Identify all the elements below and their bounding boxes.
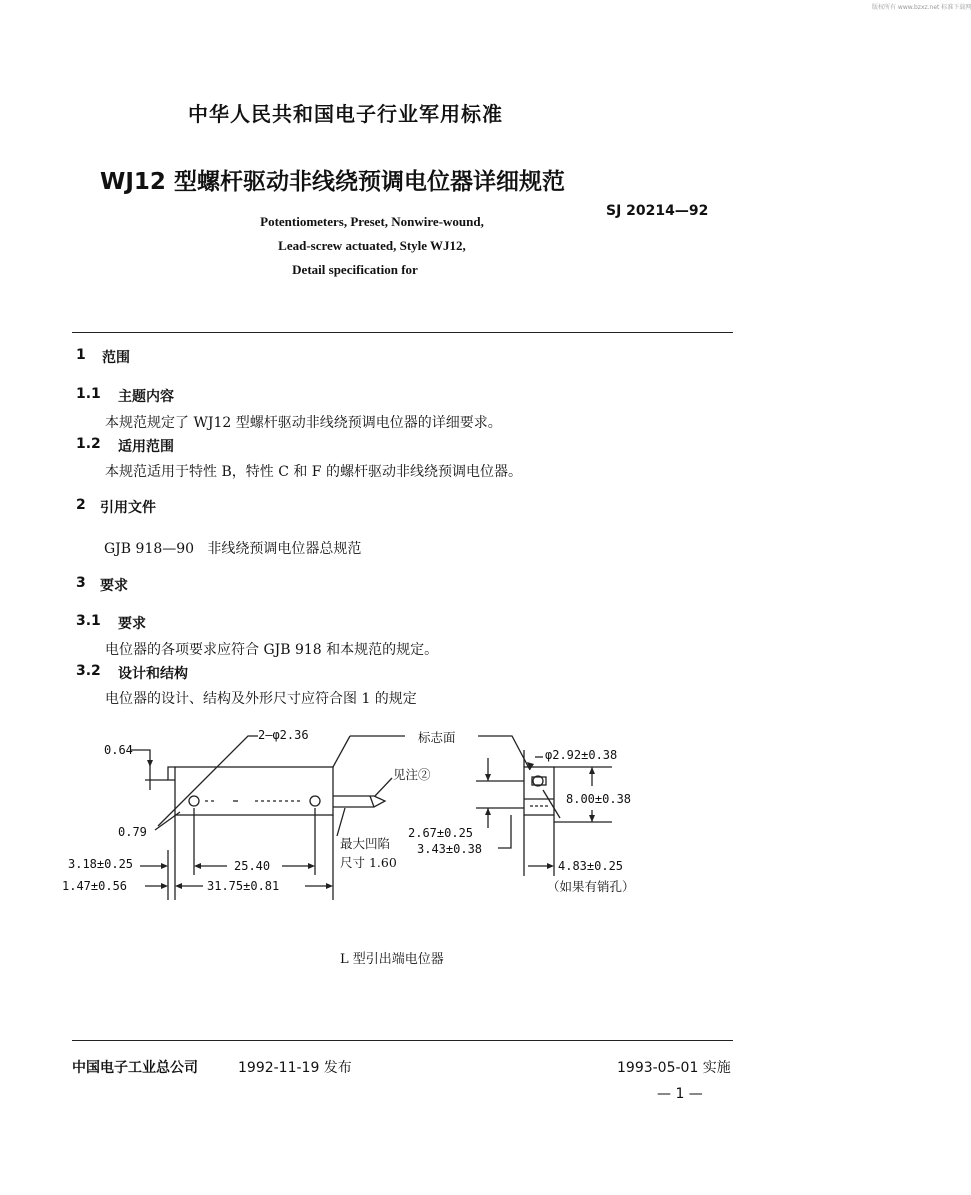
- label-if-pin-hole: （如果有销孔）: [547, 879, 635, 894]
- section-3-number: 3: [76, 575, 86, 591]
- section-3-2-title: 设计和结构: [118, 666, 188, 682]
- section-3-title: 要求: [100, 578, 128, 594]
- dim-25-40: 25.40: [234, 859, 271, 873]
- mounting-hole-left: [189, 796, 199, 806]
- section-1-number: 1: [76, 347, 86, 363]
- dim-3-43: 3.43±0.38: [417, 842, 483, 856]
- english-title-line-3: Detail specification for: [292, 262, 418, 277]
- section-3-2-number: 3.2: [76, 663, 101, 679]
- publisher: 中国电子工业总公司: [72, 1060, 198, 1076]
- english-title-line-2: Lead-screw actuated, Style WJ12,: [278, 238, 466, 253]
- section-1-2-title: 适用范围: [118, 439, 174, 455]
- label-see-note-2: 见注②: [393, 767, 431, 782]
- terminal-tab: [168, 767, 175, 780]
- end-view-outline: [524, 767, 554, 815]
- standard-category-title: 中华人民共和国电子行业军用标准: [188, 102, 503, 126]
- body-outline: [175, 767, 333, 815]
- dim-0-79: 0.79: [118, 825, 147, 839]
- document-title: WJ12 型螺杆驱动非线绕预调电位器详细规范: [100, 169, 565, 195]
- page-number: — 1 —: [657, 1086, 703, 1102]
- english-title-line-1: Potentiometers, Preset, Nonwire-wound,: [260, 214, 484, 229]
- section-1-2-text: 本规范适用于特性 B，特性 C 和 F 的螺杆驱动非线绕预调电位器。: [105, 464, 522, 480]
- section-3-1-text: 电位器的各项要求应符合 GJB 918 和本规范的规定。: [105, 642, 439, 658]
- dim-31-75: 31.75±0.81: [207, 879, 280, 893]
- label-dent-size-1-60: 尺寸 1.60: [340, 855, 397, 870]
- section-2-title: 引用文件: [100, 500, 156, 516]
- issue-date: 1992-11-19 发布: [238, 1060, 352, 1076]
- section-1-1-text: 本规范规定了 WJ12 型螺杆驱动非线绕预调电位器的详细要求。: [105, 415, 502, 431]
- dim-holes-2-phi-2-36: 2—φ2.36: [258, 728, 309, 742]
- section-3-1-title: 要求: [118, 616, 146, 632]
- dim-0-64: 0.64: [104, 743, 133, 757]
- label-max-dent: 最大凹陷: [340, 836, 391, 851]
- section-1-title: 范围: [102, 350, 130, 366]
- section-3-1-number: 3.1: [76, 613, 101, 629]
- dim-3-18: 3.18±0.25: [68, 857, 134, 871]
- section-2-number: 2: [76, 497, 86, 513]
- dim-2-67: 2.67±0.25: [408, 826, 474, 840]
- effective-date: 1993-05-01 实施: [617, 1060, 731, 1076]
- footer-divider: [72, 1040, 733, 1041]
- dim-1-47: 1.47±0.56: [62, 879, 128, 893]
- section-1-1-number: 1.1: [76, 386, 101, 402]
- dim-8-00: 8.00±0.38: [566, 792, 632, 806]
- dim-4-83: 4.83±0.25: [558, 859, 624, 873]
- figure-caption: L 型引出端电位器: [340, 952, 444, 967]
- section-1-1-title: 主题内容: [118, 389, 174, 405]
- lead-screw: [333, 796, 385, 807]
- label-mark-face: 标志面: [418, 730, 456, 745]
- corner-watermark: 版权所有 www.bzxz.net 标准下载网: [872, 4, 971, 11]
- section-1-2-number: 1.2: [76, 436, 101, 452]
- section-3-2-text: 电位器的设计、结构及外形尺寸应符合图 1 的规定: [105, 691, 417, 707]
- dim-phi-2-92: φ2.92±0.38: [545, 748, 618, 762]
- standard-number: SJ 20214—92: [606, 203, 709, 219]
- section-2-reference: GJB 918—90 非线绕预调电位器总规范: [104, 541, 362, 557]
- mounting-hole-right: [310, 796, 320, 806]
